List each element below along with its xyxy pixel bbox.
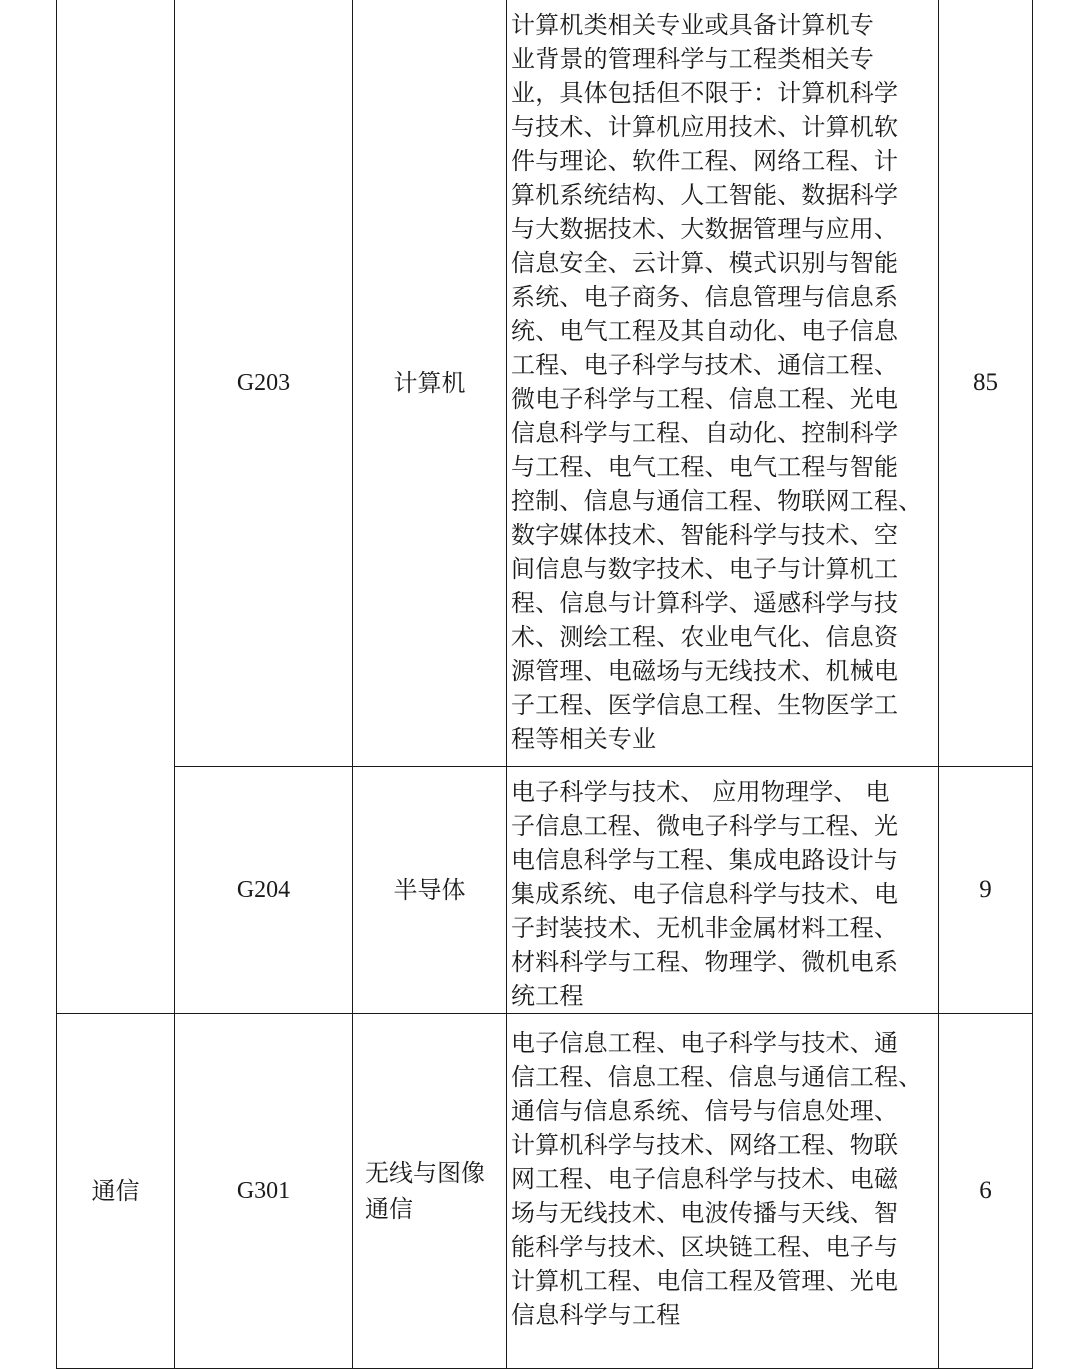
major-line: 统工程 — [511, 982, 584, 1010]
major-line: 子信息工程、微电子科学与工程、光 — [511, 812, 899, 840]
major-line: 通信与信息系统、信号与信息处理、 — [511, 1097, 899, 1125]
major-line: 程等相关专业 — [511, 725, 657, 753]
category-label: 通信 — [91, 1177, 140, 1205]
major-line: 电子信息工程、电子科学与技术、通 — [511, 1029, 899, 1057]
major-line: 件与理论、软件工程、网络工程、计 — [511, 147, 899, 175]
headcount-value: 9 — [979, 876, 992, 903]
major-line: 程、信息与计算科学、遥感科学与技 — [511, 589, 899, 617]
major-line: 场与无线技术、电波传播与天线、智 — [511, 1199, 899, 1227]
major-line: 统、电气工程及其自动化、电子信息 — [511, 317, 899, 345]
major-line: 子工程、医学信息工程、生物医学工 — [511, 691, 899, 719]
table-row — [57, 767, 1033, 1014]
position-code-cell — [175, 767, 353, 1014]
major-line: 系统、电子商务、信息管理与信息系 — [511, 283, 899, 311]
major-line: 算机系统结构、人工智能、数据科学 — [511, 181, 899, 209]
headcount-cell — [939, 767, 1033, 1014]
major-line: 电子科学与技术、 应用物理学、 电 — [511, 778, 890, 806]
major-line: 网工程、电子信息科学与技术、电磁 — [511, 1165, 899, 1193]
major-line: 与大数据技术、大数据管理与应用、 — [511, 215, 899, 243]
major-line: 集成系统、电子信息科学与技术、电 — [511, 880, 899, 908]
table-row — [57, 0, 1033, 767]
major-line: 工程、电子科学与技术、通信工程、 — [511, 351, 899, 379]
position-name-line: 通信 — [365, 1195, 413, 1223]
major-line: 控制、信息与通信工程、物联网工程、 — [511, 487, 923, 515]
headcount-value: 6 — [979, 1177, 992, 1204]
position-code: G204 — [236, 876, 291, 903]
major-requirements-cell — [507, 767, 939, 1014]
major-line: 能科学与技术、区块链工程、电子与 — [511, 1233, 899, 1261]
major-line: 信工程、信息工程、信息与通信工程、 — [511, 1063, 923, 1091]
position-name: 计算机 — [393, 369, 466, 397]
position-name: 半导体 — [393, 876, 466, 904]
major-line: 信息科学与工程、自动化、控制科学 — [511, 419, 899, 447]
major-line: 微电子科学与工程、信息工程、光电 — [511, 385, 899, 413]
major-line: 材料科学与工程、物理学、微机电系 — [511, 948, 899, 976]
category-cell — [57, 0, 175, 1014]
headcount-cell — [939, 0, 1033, 767]
major-line: 计算机科学与技术、网络工程、物联 — [511, 1131, 899, 1159]
major-line: 计算机类相关专业或具备计算机专 — [511, 11, 874, 39]
category-cell — [57, 1014, 175, 1369]
position-code-cell — [175, 1014, 353, 1369]
headcount-value: 85 — [973, 369, 998, 396]
position-name-cell — [353, 767, 507, 1014]
major-line: 与技术、计算机应用技术、计算机软 — [511, 113, 899, 141]
position-name-cell — [353, 1014, 507, 1369]
position-code-cell — [175, 0, 353, 767]
recruitment-table-wrapper — [56, 0, 1032, 1369]
major-line: 业，具体包括但不限于：计算机科学 — [511, 79, 899, 107]
major-line: 信息科学与工程 — [511, 1301, 681, 1329]
headcount-cell — [939, 1014, 1033, 1369]
major-requirements-cell — [507, 0, 939, 767]
recruitment-table — [56, 0, 1033, 1369]
table-row — [57, 1014, 1033, 1369]
major-line: 源管理、电磁场与无线技术、机械电 — [511, 657, 899, 685]
major-line: 数字媒体技术、智能科学与技术、空 — [511, 521, 899, 549]
position-code: G301 — [236, 1177, 291, 1204]
major-line: 信息安全、云计算、模式识别与智能 — [511, 249, 899, 277]
major-line: 子封装技术、无机非金属材料工程、 — [511, 914, 899, 942]
major-line: 间信息与数字技术、电子与计算机工 — [511, 555, 899, 583]
major-line: 计算机工程、电信工程及管理、光电 — [511, 1267, 899, 1295]
major-line: 与工程、电气工程、电气工程与智能 — [511, 453, 899, 481]
position-code: G203 — [236, 369, 291, 396]
position-name-cell — [353, 0, 507, 767]
major-line: 业背景的管理科学与工程类相关专 — [511, 45, 874, 73]
major-line: 术、测绘工程、农业电气化、信息资 — [511, 623, 899, 651]
position-name-line: 无线与图像 — [365, 1159, 485, 1187]
major-line: 电信息科学与工程、集成电路设计与 — [511, 846, 899, 874]
major-requirements-cell — [507, 1014, 939, 1369]
